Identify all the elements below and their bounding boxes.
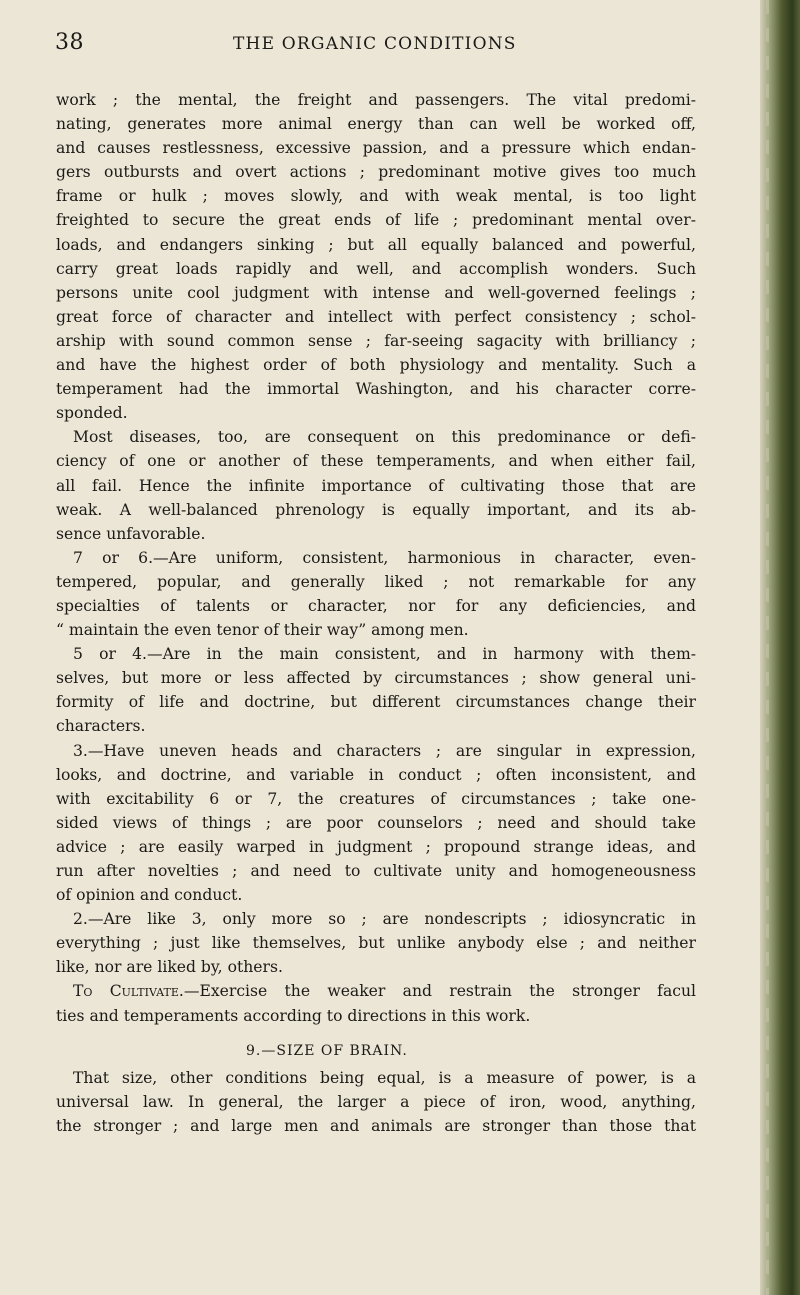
text-line: selves, but more or less affected by circumstances ; show general uni-	[56, 669, 696, 688]
text-line: “ maintain the even tenor of their way” among men.	[56, 621, 469, 640]
text-line: persons unite cool judgment with intense and well-governed feelings ;	[56, 283, 696, 302]
cultivate-text: —Exercise the weaker and restrain the stronger facul	[183, 982, 697, 1001]
text-line: 3.—Have uneven heads and characters ; are singular in expression,	[73, 741, 696, 760]
text-line: advice ; are easily warped in judgment ; propound strange ideas, and	[56, 837, 696, 856]
running-title: THE ORGANIC CONDITIONS	[233, 34, 517, 54]
text-line: ciency of one or another of these temperaments, and when either fail,	[56, 452, 696, 471]
text-line: temperament had the immortal Washington, and his character corre-	[56, 380, 696, 399]
text-line: everything ; just like themselves, but unlike anybody else ; and neither	[56, 934, 696, 953]
text-line: sided views of things ; are poor counselors ; need and should take	[56, 813, 696, 832]
text-line: run after novelties ; and need to cultivate unity and homogeneousness	[56, 862, 696, 880]
text-line: sponded.	[56, 404, 128, 423]
text-line: characters.	[56, 717, 146, 736]
cultivate-line	[56, 979, 696, 1003]
text-line: formity of life and doctrine, but different circumstances change their	[56, 693, 696, 712]
text-line: nating, generates more animal energy than can well be worked off,	[56, 115, 696, 134]
body-text	[56, 88, 696, 1138]
section-heading: 9.—SIZE OF BRAIN.	[246, 1042, 408, 1059]
text-line: weak. A well-balanced phrenology is equally important, and its ab-	[56, 500, 696, 519]
text-line: arship with sound common sense ; far-seeing sagacity with brilliancy ;	[56, 331, 696, 350]
text-line: all fail. Hence the infinite importance of cultivating those that are	[56, 476, 696, 495]
text-line: frame or hulk ; moves slowly, and with weak mental, is too light	[56, 187, 696, 206]
book-binding-edge	[760, 0, 800, 1295]
text-line: work ; the mental, the freight and passengers. The vital predomi-	[56, 91, 696, 109]
text-line: loads, and endangers sinking ; but all equally balanced and powerful,	[56, 235, 696, 254]
cultivate-label: To Cultivate.	[73, 982, 184, 1001]
text-line: 5 or 4.—Are in the main consistent, and in harmony with them-	[73, 645, 696, 664]
page-number: 38	[55, 30, 84, 55]
text-line: with excitability 6 or 7, the creatures of circumstances ; take one-	[56, 789, 696, 808]
text-line: tempered, popular, and generally liked ; not remarkable for any	[56, 572, 696, 591]
text-line: specialties of talents or character, nor for any deficiencies, and	[56, 596, 696, 615]
text-line: gers outbursts and overt actions ; predominant motive gives too much	[56, 163, 696, 182]
text-line: looks, and doctrine, and variable in conduct ; often inconsistent, and	[56, 765, 696, 784]
text-line: That size, other conditions being equal, is a measure of power, is a	[73, 1068, 696, 1087]
text-line: like, nor are liked by, others.	[56, 958, 283, 977]
text-line: ties and temperaments according to directions in this work.	[56, 1006, 531, 1025]
text-line: freighted to secure the great ends of life ; predominant mental over-	[56, 211, 696, 230]
text-line: Most diseases, too, are consequent on this predominance or defi-	[73, 428, 696, 447]
text-line: the stronger ; and large men and animals are stronger than those that	[56, 1116, 696, 1135]
text-line: 7 or 6.—Are uniform, consistent, harmonious in character, even-	[73, 548, 696, 567]
text-line: universal law. In general, the larger a piece of iron, wood, anything,	[56, 1092, 696, 1111]
running-head	[55, 30, 695, 60]
text-line: and causes restlessness, excessive passion, and a pressure which endan-	[56, 139, 696, 158]
text-line: 2.—Are like 3, only more so ; are nondescripts ; idiosyncratic in	[73, 910, 696, 929]
text-line: of opinion and conduct.	[56, 886, 243, 905]
text-line: sence unfavorable.	[56, 524, 206, 543]
text-line: carry great loads rapidly and well, and accomplish wonders. Such	[56, 259, 696, 278]
text-line: great force of character and intellect with perfect consistency ; schol-	[56, 307, 696, 326]
text-line: and have the highest order of both physiology and mentality. Such a	[56, 356, 696, 375]
